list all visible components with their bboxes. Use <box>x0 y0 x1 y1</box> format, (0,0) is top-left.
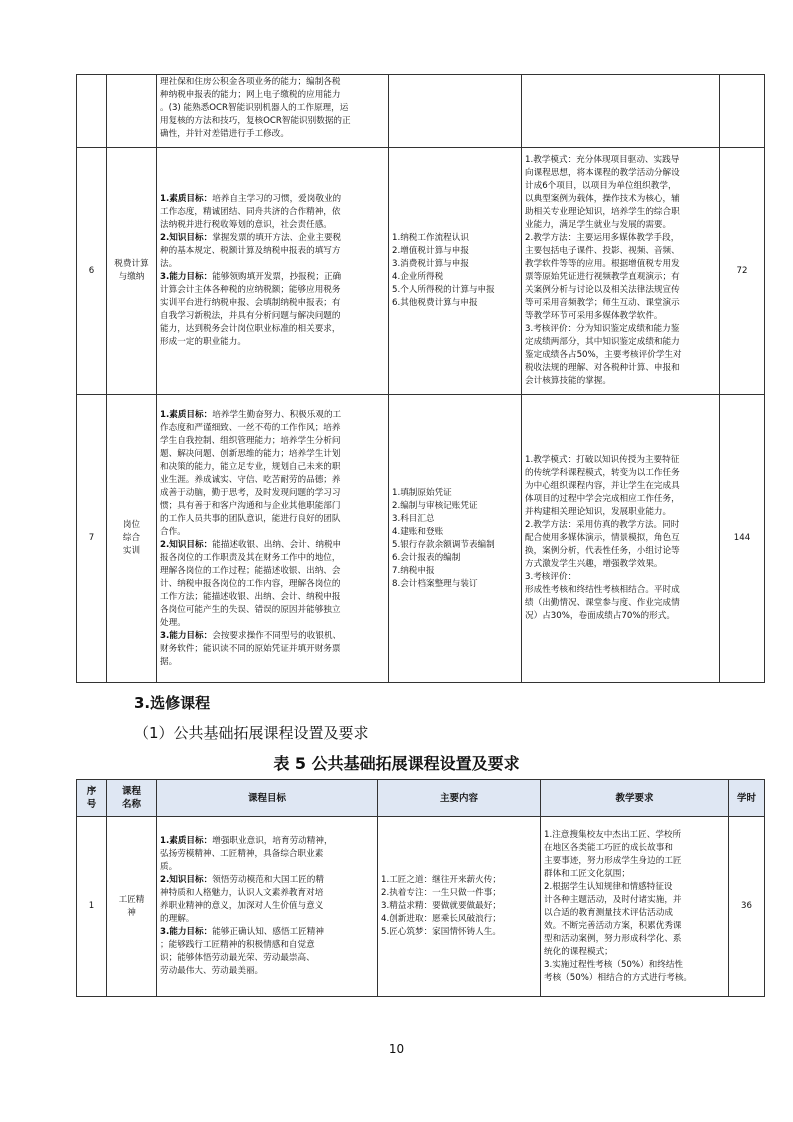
table-row <box>77 75 765 148</box>
header-content: 主要内容 <box>378 780 541 817</box>
course-table-continued <box>76 74 765 683</box>
course-hours <box>720 75 765 148</box>
table-row <box>77 817 765 997</box>
row-number: 6 <box>77 148 107 395</box>
teaching-requirements: 1.注意搜集校友中杰出工匠、学校所 在地区各类能工巧匠的成长故事和 主要事迹，努力形成学生身边的工匠 群体和工匠文化氛围； 2.根据学生认知规律和情感特征设 计各种主题活动，及时付诸实施，并 以合适的教育测量技术评估活动成 效。不断完善活动方案，积累优秀课 型和活动案例，努力形成科学化、系 统化的课程模式； 3.实施过程性考核（50%）和终结性 考核（50%）相结合的方式进行考核。 <box>541 817 729 997</box>
course-hours: 144 <box>720 395 765 683</box>
row-number <box>77 75 107 148</box>
course-name: 岗位 综合 实训 <box>107 395 157 683</box>
course-name <box>107 75 157 148</box>
course-goals: 理社保和住房公积金各项业务的能力；编制各税 种纳税申报表的能力；网上电子缴税的应用能力 。(3) 能熟悉OCR智能识别机器人的工作原理，运 用复核的方法和技巧，复核OCR智能识别数据的正 确性，并针对差错进行手工修改。 <box>157 75 389 148</box>
course-name: 工匠精 神 <box>107 817 157 997</box>
teaching-requirements: 1.教学模式：打破以知识传授为主要特征 的传统学科课程模式，转变为以工作任务 为中心组织课程内容，并让学生在完成具 体项目的过程中学会完成相应工作任务， 并构建相关理论知识，发展职业能力。 2.教学方法：采用仿真的教学方法。同时 配合使用多媒体演示，情景模拟，角色互 换，案例分析，代表性任务，小组讨论等 方式激发学生兴趣，增强教学效果。 3.考核评价： 形成性考核和终结性考核相结合。平时成 绩（出勤情况、课堂参与度、作业完成情 况）占30%，卷面成绩占70%的形式。 <box>522 395 720 683</box>
subsection-title: （1）公共基础拓展课程设置及要求 <box>134 724 369 742</box>
course-content: 1.工匠之道：继往开来薪火传； 2.执着专注：一生只做一件事； 3.精益求精：要做就要做最好； 4.创新进取：愿乘长风破浪行； 5.匠心筑梦：家国情怀铸人生。 <box>378 817 541 997</box>
header-goals: 课程目标 <box>157 780 378 817</box>
header-hours: 学时 <box>729 780 765 817</box>
table-row <box>77 148 765 395</box>
course-name: 税费计算 与缴纳 <box>107 148 157 395</box>
header-num: 序 号 <box>77 780 107 817</box>
course-goals: 1.素质目标：培养学生勤奋努力、积极乐观的工 作态度和严谨细致、一丝不苟的工作作风；培养 学生自我控制、组织管理能力；培养学生分析问 题、解决问题、创新思维的能力；培养学生计划 和决策的能力，能立足专业，规划自己未来的职 业生涯。养成诚实、守信、吃苦耐劳的品德；养 成善于动脑，勤于思考，及时发现问题的学习习 惯；具有善于和客户沟通和与企业其他职能部门 的工作人员共事的团队意识，能进行良好的团队 合作。 2.知识目标：能描述收银、出纳、会计、纳税申 报各岗位的工作职责及其在财务工作中的地位， 理解各岗位的工作过程；能描述收银、出纳、会 计、纳税申报各岗位的工作内容，理解各岗位的 工作方法；能描述收银、出纳、会计、纳税申报 各岗位可能产生的失误、错误的原因并能够独立 处理。 3.能力目标：会按要求操作不同型号的收银机、 财务软件；能识读不同的原始凭证并填开财务票 据。 <box>157 395 389 683</box>
section-title: 3.选修课程 <box>134 694 211 712</box>
row-number: 7 <box>77 395 107 683</box>
page-number: 10 <box>388 1042 405 1056</box>
elective-course-table <box>76 779 765 997</box>
teaching-requirements <box>522 75 720 148</box>
table-row <box>77 395 765 683</box>
teaching-requirements: 1.教学模式：充分体现项目驱动、实践导 向课程思想，将本课程的教学活动分解设 计成6个项目，以项目为单位组织教学， 以典型案例为载体，操作技术为核心，辅 助相关专业理论知识，培养学生的综合职 业能力，满足学生就业与发展的需要。 2.教学方法：主要运用多媒体教学手段， 主要包括电子课件、投影、视频、音频、 教学软件等等的应用。根据增值税专用发 票等原始凭证进行视频教学直观演示；有 关案例分析与讨论以及相关法律法规宣传 等可采用音频教学；师生互动、课堂演示 等教学环节可采用多媒体教学软件。 3.考核评价：分为知识鉴定成绩和能力鉴 定成绩两部分，其中知识鉴定成绩和能力 鉴定成绩各占50%，主要考核评价学生对 税收法规的理解、对各税种计算、申报和 会计核算技能的掌握。 <box>522 148 720 395</box>
row-number: 1 <box>77 817 107 997</box>
course-content <box>389 75 522 148</box>
course-goals: 1.素质目标：培养自主学习的习惯，爱岗敬业的 工作态度，精诚团结、同舟共济的合作精神，依 法纳税并进行税收筹划的意识，社会责任感。 2.知识目标：掌握发票的填开方法、企业主要税 种的基本规定、税额计算及纳税申报表的填写方 法。 3.能力目标：能够领购填开发票，抄报税；正确 计算会计主体各种税的应纳税额；能够应用税务 实训平台进行纳税申报、会填制纳税申报表；有 自我学习新税法，并具有分析问题与解决问题的 能力，达到税务会计岗位职业标准的相关要求， 形成一定的职业能力。 <box>157 148 389 395</box>
table-header-row <box>77 780 765 817</box>
course-content: 1.填制原始凭证 2.编制与审核记账凭证 3.科目汇总 4.建账和登账 5.银行存款余额调节表编制 6.会计报表的编制 7.纳税申报 8.会计档案整理与装订 <box>389 395 522 683</box>
header-name: 课程 名称 <box>107 780 157 817</box>
course-hours: 36 <box>729 817 765 997</box>
table-title: 表 5 公共基础拓展课程设置及要求 <box>273 754 520 773</box>
course-goals: 1.素质目标：增强职业意识，培育劳动精神， 弘扬劳模精神、工匠精神，具备综合职业素 质。 2.知识目标：领悟劳动模范和大国工匠的精 神特质和人格魅力，认识人文素养教育对培 养职业精神的意义，加深对人生价值与意义 的理解。 3.能力目标：能够正确认知、感悟工匠精神 ；能够践行工匠精神的积极情感和自觉意 识；能够体悟劳动最光荣、劳动最崇高、 劳动最伟大、劳动最美丽。 <box>157 817 378 997</box>
course-content: 1.纳税工作流程认识 2.增值税计算与申报 3.消费税计算与申报 4.企业所得税 5.个人所得税的计算与申报 6.其他税费计算与申报 <box>389 148 522 395</box>
header-requirements: 教学要求 <box>541 780 729 817</box>
course-hours: 72 <box>720 148 765 395</box>
